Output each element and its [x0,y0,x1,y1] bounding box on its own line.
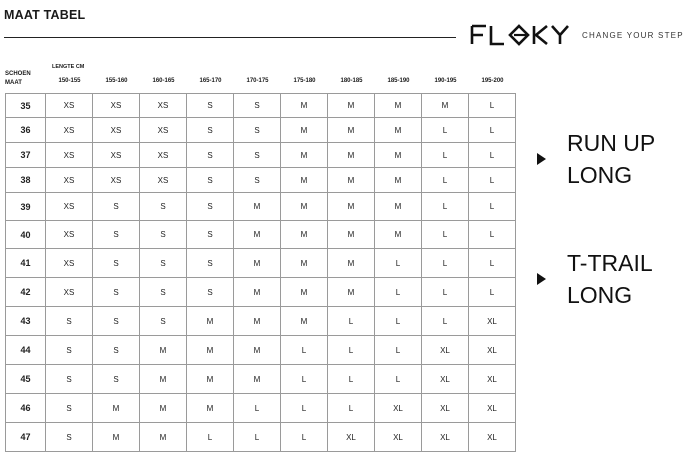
fit-size-cell: XL [422,336,469,365]
model-name-line1: T-TRAIL [567,250,653,276]
fit-size-cell: M [281,249,328,278]
fit-size-cell: M [93,394,140,423]
fit-size-cell: L [422,143,469,168]
fit-size-cell: M [375,221,422,249]
shoe-size-cell: 35 [6,94,46,118]
fit-size-cell: S [187,168,234,193]
table-row [6,278,516,307]
fit-size-cell: M [281,118,328,143]
column-header: 190-195 [434,78,457,84]
fit-size-cell: S [93,193,140,221]
fit-size-cell: M [328,193,375,221]
fit-size-cell: L [422,168,469,193]
fit-size-cell: M [140,394,187,423]
fit-size-cell: S [187,143,234,168]
fit-size-cell: XS [46,118,93,143]
shoe-size-cell: 44 [6,336,46,365]
fit-size-cell: L [469,278,516,307]
fit-size-cell: S [234,143,281,168]
fit-size-cell: L [375,307,422,336]
fit-size-cell: XL [422,365,469,394]
fit-size-cell: XS [140,118,187,143]
floky-logo [470,24,578,46]
fit-size-cell: S [187,221,234,249]
table-row [6,307,516,336]
fit-size-cell: S [93,278,140,307]
fit-size-cell: XS [46,143,93,168]
fit-size-cell: L [469,143,516,168]
fit-size-cell: XS [93,168,140,193]
table-row [6,221,516,249]
column-header: 195-200 [481,78,504,84]
fit-size-cell: L [281,336,328,365]
fit-size-cell: S [140,249,187,278]
fit-size-cell: XS [140,94,187,118]
fit-size-cell: L [469,118,516,143]
fit-size-cell: S [93,221,140,249]
fit-size-cell: M [140,336,187,365]
fit-size-cell: M [93,423,140,452]
fit-size-cell: L [281,423,328,452]
shoe-size-cell: 39 [6,193,46,221]
shoe-size-cell: 36 [6,118,46,143]
fit-size-cell: L [234,394,281,423]
brand-tagline: CHANGE YOUR STEP [582,31,684,40]
fit-size-cell: XL [469,336,516,365]
fit-size-cell: L [422,249,469,278]
table-row [6,249,516,278]
fit-size-cell: L [375,278,422,307]
table-row [6,118,516,143]
fit-size-cell: L [375,249,422,278]
fit-size-cell: S [187,249,234,278]
size-table [5,93,516,452]
fit-size-cell: XS [93,94,140,118]
fit-size-cell: M [281,94,328,118]
table-row [6,423,516,452]
fit-size-cell: M [187,307,234,336]
fit-size-cell: M [281,143,328,168]
fit-size-cell: S [187,118,234,143]
fit-size-cell: L [469,168,516,193]
fit-size-cell: L [281,365,328,394]
fit-size-cell: S [46,423,93,452]
model-name-line2: LONG [567,162,633,188]
fit-size-cell: S [140,221,187,249]
fit-size-cell: M [234,249,281,278]
fit-size-cell: M [281,307,328,336]
fit-size-cell: L [469,249,516,278]
column-header: 150-155 [58,78,81,84]
shoe-size-cell: 38 [6,168,46,193]
fit-size-cell: L [375,365,422,394]
fit-size-cell: S [234,94,281,118]
fit-size-cell: M [140,423,187,452]
column-header: 170-175 [246,78,269,84]
fit-size-cell: S [46,365,93,394]
table-row [6,336,516,365]
fit-size-cell: XL [375,423,422,452]
length-label: LENGTE CM [52,64,85,70]
fit-size-cell: M [375,193,422,221]
fit-size-cell: XL [375,394,422,423]
fit-size-cell: L [422,118,469,143]
fit-size-cell: XL [328,423,375,452]
model-name-line1: RUN UP [567,130,656,156]
fit-size-cell: L [469,193,516,221]
fit-size-cell: L [328,307,375,336]
fit-size-cell: L [328,365,375,394]
fit-size-cell: XS [46,168,93,193]
fit-size-cell: M [281,278,328,307]
fit-size-cell: L [422,307,469,336]
fit-size-cell: L [328,394,375,423]
fit-size-cell: L [469,221,516,249]
fit-size-cell: L [234,423,281,452]
model-name-line2: LONG [567,282,633,308]
fit-size-cell: XL [469,423,516,452]
fit-size-cell: M [187,336,234,365]
fit-size-cell: XS [140,143,187,168]
shoe-size-label-line2: MAAT [5,80,22,86]
shoe-size-cell: 45 [6,365,46,394]
column-header: 155-160 [105,78,128,84]
fit-size-cell: XL [469,307,516,336]
shoe-size-cell: 40 [6,221,46,249]
table-row [6,94,516,118]
fit-size-cell: L [422,221,469,249]
shoe-size-cell: 42 [6,278,46,307]
column-header: 185-190 [387,78,410,84]
fit-size-cell: M [375,143,422,168]
page-title: MAAT TABEL [4,8,86,22]
fit-size-cell: XS [46,94,93,118]
table-row [6,394,516,423]
fit-size-cell: M [328,278,375,307]
fit-size-cell: XL [469,365,516,394]
fit-size-cell: M [187,394,234,423]
shoe-size-cell: 43 [6,307,46,336]
column-header: 180-185 [340,78,363,84]
fit-size-cell: S [46,307,93,336]
fit-size-cell: S [93,336,140,365]
fit-size-cell: XL [422,423,469,452]
shoe-size-cell: 37 [6,143,46,168]
fit-size-cell: S [93,365,140,394]
fit-size-cell: M [234,307,281,336]
fit-size-cell: S [140,307,187,336]
fit-size-cell: XS [93,143,140,168]
fit-size-cell: S [46,336,93,365]
fit-size-cell: M [234,336,281,365]
fit-size-cell: M [234,221,281,249]
fit-size-cell: S [187,193,234,221]
fit-size-cell: S [140,193,187,221]
fit-size-cell: S [187,94,234,118]
fit-size-cell: M [375,94,422,118]
fit-size-cell: L [375,336,422,365]
fit-size-cell: L [469,94,516,118]
fit-size-cell: XS [140,168,187,193]
column-header: 175-180 [293,78,316,84]
fit-size-cell: S [46,394,93,423]
fit-size-cell: S [93,307,140,336]
fit-size-cell: M [140,365,187,394]
shoe-size-cell: 41 [6,249,46,278]
fit-size-cell: M [328,118,375,143]
fit-size-cell: M [234,278,281,307]
shoe-size-cell: 47 [6,423,46,452]
arrow-right-icon [537,153,546,165]
fit-size-cell: M [281,193,328,221]
arrow-right-icon [537,273,546,285]
shoe-size-label [5,70,31,88]
fit-size-cell: M [328,94,375,118]
fit-size-cell: M [328,249,375,278]
fit-size-cell: M [375,168,422,193]
fit-size-cell: S [187,278,234,307]
fit-size-cell: XS [46,221,93,249]
fit-size-cell: M [328,143,375,168]
fit-size-cell: M [328,168,375,193]
fit-size-cell: XS [46,249,93,278]
title-divider [4,37,456,38]
fit-size-cell: M [281,221,328,249]
column-header: 160-165 [152,78,175,84]
table-row [6,143,516,168]
fit-size-cell: L [281,394,328,423]
table-row [6,168,516,193]
fit-size-cell: XL [469,394,516,423]
fit-size-cell: XS [93,118,140,143]
fit-size-cell: S [140,278,187,307]
fit-size-cell: S [93,249,140,278]
shoe-size-label-line1: SCHOEN [5,71,31,77]
fit-size-cell: M [234,365,281,394]
table-row [6,193,516,221]
fit-size-cell: XL [422,394,469,423]
table-row [6,365,516,394]
fit-size-cell: L [422,278,469,307]
shoe-size-cell: 46 [6,394,46,423]
fit-size-cell: L [328,336,375,365]
fit-size-cell: L [422,193,469,221]
fit-size-cell: M [281,168,328,193]
fit-size-cell: S [234,168,281,193]
column-header: 165-170 [199,78,222,84]
fit-size-cell: S [234,118,281,143]
fit-size-cell: M [328,221,375,249]
fit-size-cell: M [375,118,422,143]
fit-size-cell: XS [46,193,93,221]
fit-size-cell: M [422,94,469,118]
fit-size-cell: M [234,193,281,221]
fit-size-cell: XS [46,278,93,307]
fit-size-cell: M [187,365,234,394]
fit-size-cell: L [187,423,234,452]
